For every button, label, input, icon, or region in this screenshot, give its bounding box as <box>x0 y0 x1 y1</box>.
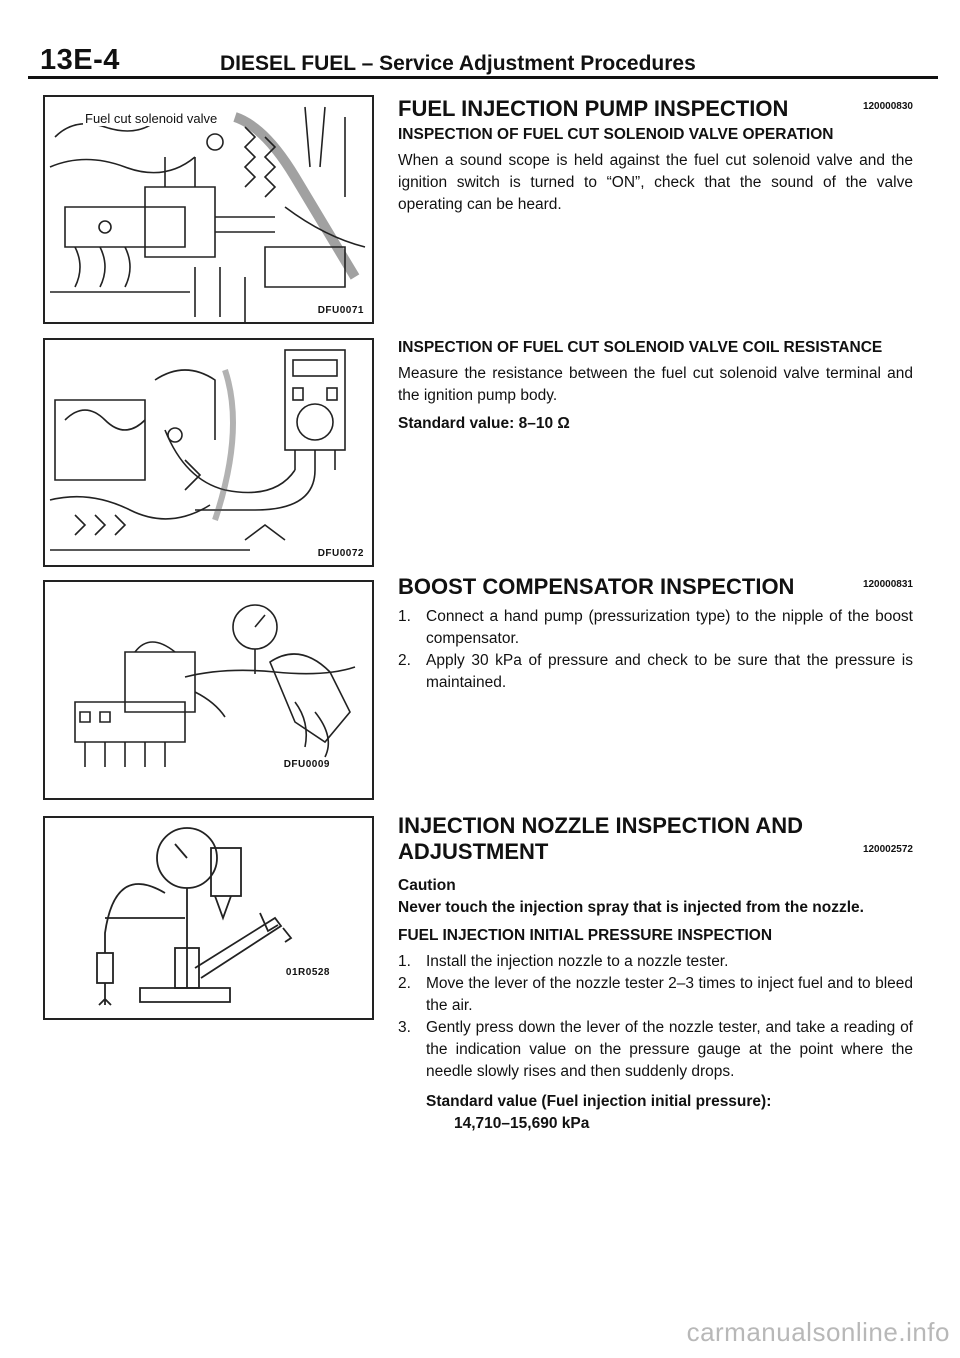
section-code: 120000830 <box>862 101 913 112</box>
section-title <box>398 574 913 600</box>
subsection-text: Measure the resistance between the fuel cut solenoid valve terminal and the ignition pump body. <box>398 365 913 404</box>
standard-value-label: Standard value (Fuel injection initial pressure): <box>426 1093 772 1110</box>
list-item <box>398 606 913 650</box>
nozzle-tester-illustration-icon <box>45 818 372 1018</box>
section-injection-nozzle <box>398 813 913 1135</box>
step-number: 2. <box>398 975 411 992</box>
header-rule <box>28 76 938 79</box>
figure-code: DFU0072 <box>317 548 364 559</box>
section-code: 120000831 <box>862 579 913 590</box>
figure-code: DFU0009 <box>283 759 330 770</box>
section-coil-resistance <box>398 337 913 435</box>
subsection-title: INSPECTION OF FUEL CUT SOLENOID VALVE OPERATION <box>398 126 834 143</box>
watermark: carmanualsonline.info <box>686 1317 950 1347</box>
figure-code: 01R0528 <box>285 967 330 978</box>
section-title-text: FUEL INJECTION PUMP INSPECTION <box>398 96 789 121</box>
section-code: 120002572 <box>862 844 913 855</box>
step-list <box>398 951 913 1083</box>
multimeter-illustration-icon <box>45 340 372 565</box>
step-number: 1. <box>398 953 411 970</box>
standard-value: Standard value: 8–10 Ω <box>398 415 570 432</box>
figure-callout-label: Fuel cut solenoid valve <box>85 111 218 126</box>
section-title <box>398 813 913 865</box>
step-number: 3. <box>398 1019 411 1036</box>
section-title-text: BOOST COMPENSATOR INSPECTION <box>398 574 795 599</box>
step-text: Connect a hand pump (pressurization type) to the nipple of the boost compensator. <box>426 608 913 647</box>
list-item <box>398 973 913 1017</box>
section-title <box>398 96 913 122</box>
list-item <box>398 1017 913 1083</box>
caution-label: Caution <box>398 877 456 894</box>
figure-multimeter <box>43 338 374 567</box>
step-text: Gently press down the lever of the nozzle tester, and take a reading of the indication value on the pressure gauge at the point where the needle slowly rises and then suddenly drops. <box>426 1019 913 1080</box>
list-item <box>398 951 913 973</box>
section-fuel-injection-pump <box>398 96 913 216</box>
section-boost-compensator <box>398 574 913 694</box>
section-title-line2: ADJUSTMENT <box>398 839 549 864</box>
step-list <box>398 606 913 694</box>
page-number: 13E-4 <box>40 44 120 76</box>
subsection-title: FUEL INJECTION INITIAL PRESSURE INSPECTION <box>398 927 773 944</box>
figure-solenoid-valve <box>43 95 374 324</box>
subsection-text: When a sound scope is held against the fuel cut solenoid valve and the ignition switch is turned to “ON”, check that the sound of the valve operating can be heard. <box>398 152 913 213</box>
solenoid-engine-illustration-icon <box>45 97 372 322</box>
step-text: Apply 30 kPa of pressure and check to be sure that the pressure is maintained. <box>426 652 913 691</box>
page-header <box>28 44 938 80</box>
standard-value: 14,710–15,690 kPa <box>454 1115 590 1132</box>
step-number: 2. <box>398 652 411 669</box>
caution-text: Never touch the injection spray that is injected from the nozzle. <box>398 899 864 916</box>
figure-code: DFU0071 <box>317 305 364 316</box>
step-text: Move the lever of the nozzle tester 2–3 times to inject fuel and to bleed the air. <box>426 975 913 1014</box>
step-text: Install the injection nozzle to a nozzle tester. <box>426 953 729 970</box>
subsection-title: INSPECTION OF FUEL CUT SOLENOID VALVE COIL RESISTANCE <box>398 339 883 356</box>
section-title-line1: INJECTION NOZZLE INSPECTION AND <box>398 813 803 838</box>
list-item <box>398 650 913 694</box>
page-title: DIESEL FUEL – Service Adjustment Procedures <box>220 52 696 75</box>
step-number: 1. <box>398 608 411 625</box>
figure-nozzle-tester <box>43 816 374 1020</box>
figure-hand-pump <box>43 580 374 800</box>
